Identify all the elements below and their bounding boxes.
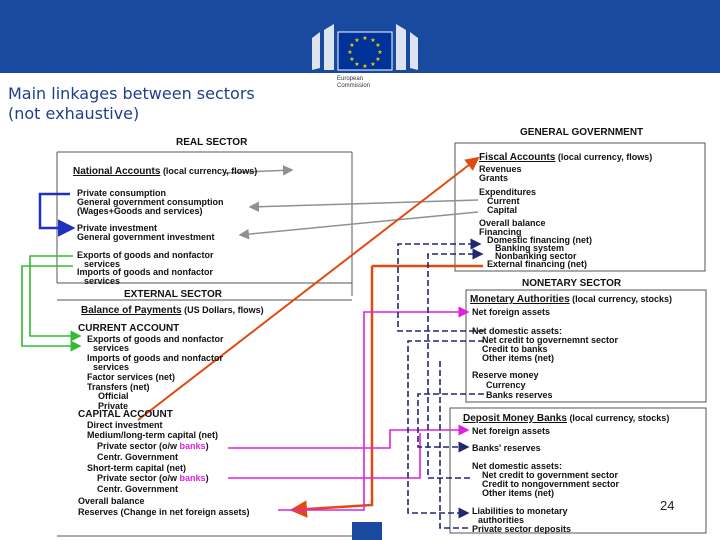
svg-text:★: ★: [354, 37, 360, 44]
svg-text:★: ★: [362, 35, 368, 42]
gov-line: Financing: [479, 227, 522, 237]
ma-line: Currency: [486, 380, 526, 390]
svg-text:★: ★: [349, 42, 355, 49]
dmb-line: Net domestic assets:: [472, 461, 563, 471]
real-line: Private consumption: [77, 188, 167, 198]
svg-text:★: ★: [370, 37, 376, 44]
ka-line: Centr. Government: [97, 452, 179, 462]
svg-text:★: ★: [349, 56, 355, 63]
ka-line: Direct investment: [87, 420, 163, 430]
current-account-header: CURRENT ACCOUNT: [78, 323, 180, 334]
arrow-gov-investment: [240, 212, 478, 235]
monetary-authorities-title: Monetary Authorities (local currency, stocks): [470, 294, 673, 305]
reserves-line: Reserves (Change in net foreign assets): [78, 507, 250, 517]
ma-line: Other items (net): [482, 353, 555, 363]
external-sector-header: EXTERNAL SECTOR: [124, 289, 222, 300]
dmb-line: Liabilities to monetary: [472, 506, 568, 516]
ma-line: Net credit to governemnt sector: [482, 335, 619, 345]
ma-line: Credit to banks: [482, 344, 548, 354]
ca-line: services: [93, 343, 130, 353]
arrow-gov-consumption: [250, 200, 478, 207]
ca-line: Private: [98, 401, 129, 411]
svg-text:★: ★: [362, 63, 368, 70]
ca-line: Official: [98, 391, 129, 401]
overall-balance: Overall balance: [78, 496, 145, 506]
ka-line: Centr. Government: [97, 484, 179, 494]
dmb-line: Net foreign assets: [472, 426, 551, 436]
ma-line: Net foreign assets: [472, 307, 551, 317]
ca-line: Transfers (net): [87, 382, 150, 392]
arrow-exports: [30, 256, 80, 336]
ca-line: Factor services (net): [87, 372, 176, 382]
svg-text:★: ★: [370, 61, 376, 68]
ma-line: Reserve money: [472, 370, 539, 380]
page-number: 24: [660, 498, 675, 513]
government-header: GENERAL GOVERNMENT: [520, 127, 644, 138]
dmb-line: Other items (net): [482, 488, 555, 498]
real-line: General government consumption: [77, 197, 224, 207]
ka-line: Short-term capital (net): [87, 463, 187, 473]
bottom-band: [352, 522, 382, 540]
logo-text: European Commission: [337, 76, 371, 89]
gov-line: Expenditures: [479, 187, 537, 197]
svg-text:★: ★: [375, 42, 381, 49]
gov-line: Nonbanking sector: [495, 251, 577, 261]
ma-line: Banks reserves: [486, 390, 553, 400]
gov-line: Banking system: [495, 243, 565, 253]
real-line: Imports of goods and nonfactor: [77, 267, 213, 277]
monetary-sector-header: NONETARY SECTOR: [522, 278, 622, 289]
arrow-credit-gov-ma: [398, 244, 484, 331]
dmb-line: Private sector deposits: [472, 524, 572, 534]
arrow-deposits: [440, 360, 468, 528]
ka-line: Medium/long-term capital (net): [87, 430, 219, 440]
real-sector-header: REAL SECTOR: [176, 137, 248, 148]
real-line: General government investment: [77, 232, 215, 242]
dmb-line: Net credit to government sector: [482, 470, 619, 480]
arrow-banks-nfa-dmb-1: [228, 430, 468, 448]
bop-title: Balance of Payments (US Dollars, flows): [81, 305, 264, 316]
ca-line: services: [93, 362, 130, 372]
svg-text:★: ★: [347, 49, 353, 56]
ma-line: Net domestic assets:: [472, 326, 563, 336]
arrow-financing-to-reserves: [292, 266, 372, 510]
real-line: services: [84, 276, 121, 286]
real-line: Exports of goods and nonfactor: [77, 250, 214, 260]
gov-line: Current: [487, 196, 520, 206]
dmb-line: Banks' reserves: [472, 443, 541, 453]
gov-line: Grants: [479, 173, 509, 183]
real-line: services: [84, 259, 121, 269]
gov-line: Capital: [487, 205, 518, 215]
slide-title: Main linkages between sectors (not exhaustive): [8, 84, 255, 123]
svg-text:★: ★: [377, 49, 383, 56]
gov-line: Domestic financing (net): [487, 235, 593, 245]
ca-line: Exports of goods and nonfactor: [87, 334, 224, 344]
svg-text:★: ★: [354, 61, 360, 68]
ka-line: Private sector (o/w banks): [97, 441, 209, 451]
dmb-line: Credit to nongovernment sector: [482, 479, 620, 489]
ca-line: Imports of goods and nonfactor: [87, 353, 223, 363]
gov-line: Overall balance: [479, 218, 546, 228]
fiscal-accounts-title: Fiscal Accounts (local currency, flows): [479, 152, 653, 163]
svg-text:★: ★: [375, 56, 381, 63]
national-accounts-title: National Accounts (local currency, flows): [73, 166, 258, 177]
gov-line: External financing (net): [487, 259, 588, 269]
real-line: (Wages+Goods and services): [77, 206, 203, 216]
real-line: Private investment: [77, 223, 158, 233]
ka-line: Private sector (o/w banks): [97, 473, 209, 483]
gov-line: Revenues: [479, 164, 522, 174]
arrow-banks-nfa-dmb-2: [228, 433, 420, 478]
dmb-line: authorities: [478, 515, 525, 525]
deposit-money-banks-title: Deposit Money Banks (local currency, stocks): [463, 413, 670, 424]
capital-account-header: CAPITAL ACCOUNT: [78, 409, 173, 420]
